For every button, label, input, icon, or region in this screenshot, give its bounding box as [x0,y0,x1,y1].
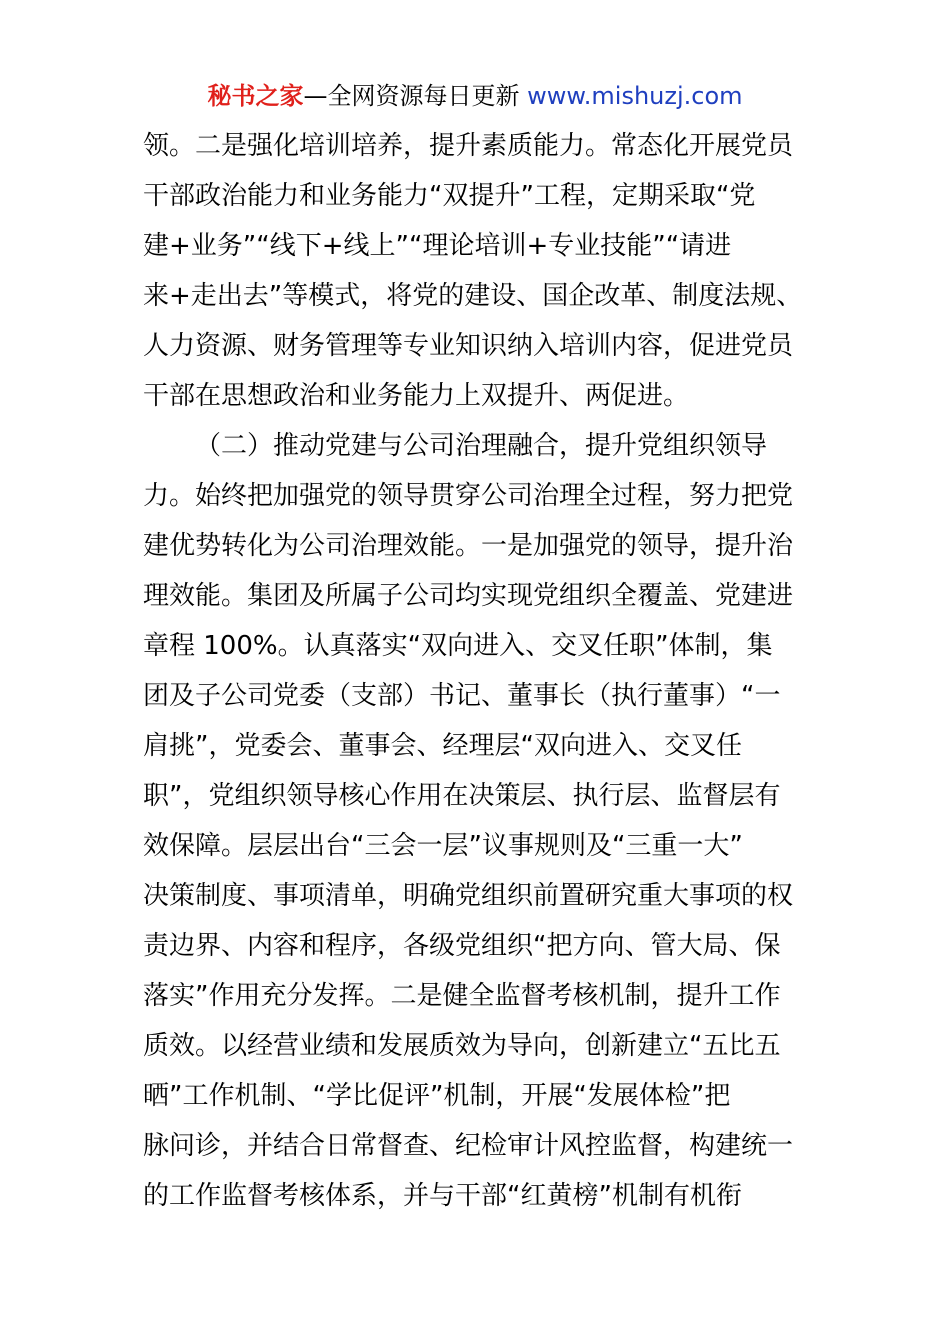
brand-name: 秘书之家 [207,82,304,110]
text-line: 人力资源、财务管理等专业知识纳入培训内容，促进党员 [143,331,794,361]
text-line: 团及子公司党委（支部）书记、董事长（执行董事）“一 [143,681,781,711]
text-line: 晒”工作机制、“学比促评”机制，开展“发展体检”把 [143,1081,731,1111]
header-tagline: —全网资源每日更新 [303,82,520,110]
text-line: 干部在思想政治和业务能力上双提升、两促进。 [143,381,690,411]
text-line: 脉问诊，并结合日常督查、纪检审计风控监督，构建统一 [143,1131,794,1161]
text-line: 的工作监督考核体系，并与干部“红黄榜”机制有机衔 [143,1181,742,1211]
text-line: 建+业务”“线下+线上”“理论培训+专业技能”“请进 [143,231,732,261]
site-header [0,80,950,112]
text-line: 决策制度、事项清单，明确党组织前置研究重大事项的权 [143,881,794,911]
document-body [143,121,813,1221]
text-line: 效保障。层层出台“三会一层”议事规则及“三重一大” [143,831,743,861]
text-line: 章程 100%。认真落实“双向进入、交叉任职”体制，集 [143,631,773,661]
text-line: 落实”作用充分发挥。二是健全监督考核机制，提升工作 [143,981,781,1011]
text-line: 责边界、内容和程序，各级党组织“把方向、管大局、保 [143,931,781,961]
text-line: 质效。以经营业绩和发展质效为导向，创新建立“五比五 [143,1031,781,1061]
section-heading-line: （二）推动党建与公司治理融合，提升党组织领导 [195,431,768,461]
text-line: 力。始终把加强党的领导贯穿公司治理全过程，努力把党 [143,481,794,511]
text-line: 建优势转化为公司治理效能。一是加强党的领导，提升治 [143,531,794,561]
text-line: 干部政治能力和业务能力“双提升”工程，定期采取“党 [143,181,756,211]
text-line: 来+走出去”等模式，将党的建设、国企改革、制度法规、 [143,281,803,311]
text-line: 肩挑”，党委会、董事会、经理层“双向进入、交叉任 [143,731,742,761]
text-line: 职”，党组织领导核心作用在决策层、执行层、监督层有 [143,781,781,811]
site-url-link[interactable]: www.mishuzj.com [527,82,743,110]
text-line: 领。二是强化培训培养，提升素质能力。常态化开展党员 [143,131,794,161]
text-line: 理效能。集团及所属子公司均实现党组织全覆盖、党建进 [143,581,794,611]
